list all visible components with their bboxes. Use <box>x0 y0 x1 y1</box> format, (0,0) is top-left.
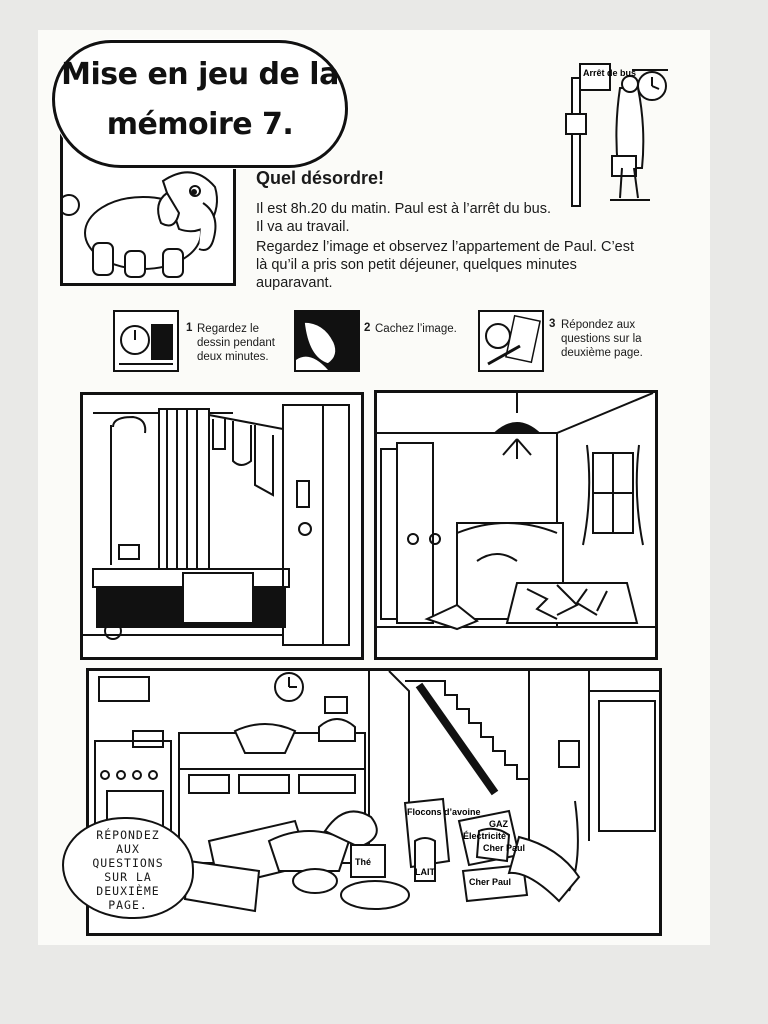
title-cloud <box>52 40 348 168</box>
cher-paul-label-1: Cher Paul <box>483 843 526 853</box>
flocons-label: Flocons d’avoine <box>407 807 481 817</box>
cover-image-icon <box>294 310 360 372</box>
intro-paragraph-1: Il est 8h.20 du matin. Paul est à l’arrêt du bus. Il va au travail. <box>256 201 551 235</box>
title-line-2: mémoire 7. <box>106 107 294 142</box>
bus-stop-sign: Arrêt de bus <box>583 68 637 78</box>
cher-paul-label-2: Cher Paul <box>469 877 512 887</box>
bedroom-panel <box>374 390 658 660</box>
bathroom-panel <box>80 392 364 660</box>
step-1-text: Regardez le dessin pendant deux minutes. <box>197 323 276 363</box>
the-label: Thé <box>355 857 372 867</box>
speech-bubble-text: RÉPONDEZ AUX QUESTIONS SUR LA DEUXIÈME PAGE. <box>92 828 164 912</box>
stopwatch-icon <box>113 310 179 372</box>
step-1-number: 1 <box>186 322 193 334</box>
step-3-number: 3 <box>549 318 556 330</box>
bathroom-scene <box>83 395 361 657</box>
pencil-paper-icon <box>478 310 544 372</box>
section-heading: Quel désordre! <box>256 168 385 188</box>
intro-paragraph-2: Regardez l’image et observez l’appartement de Paul. C’est là qu’il a pris son petit déjeuner, quelques minutes auparavant. <box>256 239 635 291</box>
step-3-text: Répondez aux questions sur la deuxième page. <box>561 319 643 359</box>
gaz-label: GAZ <box>489 819 508 829</box>
bus-stop-illustration <box>560 58 670 214</box>
bedroom-scene <box>377 393 655 657</box>
step-2-number: 2 <box>364 322 371 334</box>
title-line-1: Mise en jeu de la <box>61 57 339 92</box>
speech-bubble <box>62 817 194 919</box>
electricite-label: Électricité <box>463 831 507 841</box>
step-2-text: Cachez l’image. <box>375 323 457 335</box>
lait-label: LAIT <box>415 867 435 877</box>
